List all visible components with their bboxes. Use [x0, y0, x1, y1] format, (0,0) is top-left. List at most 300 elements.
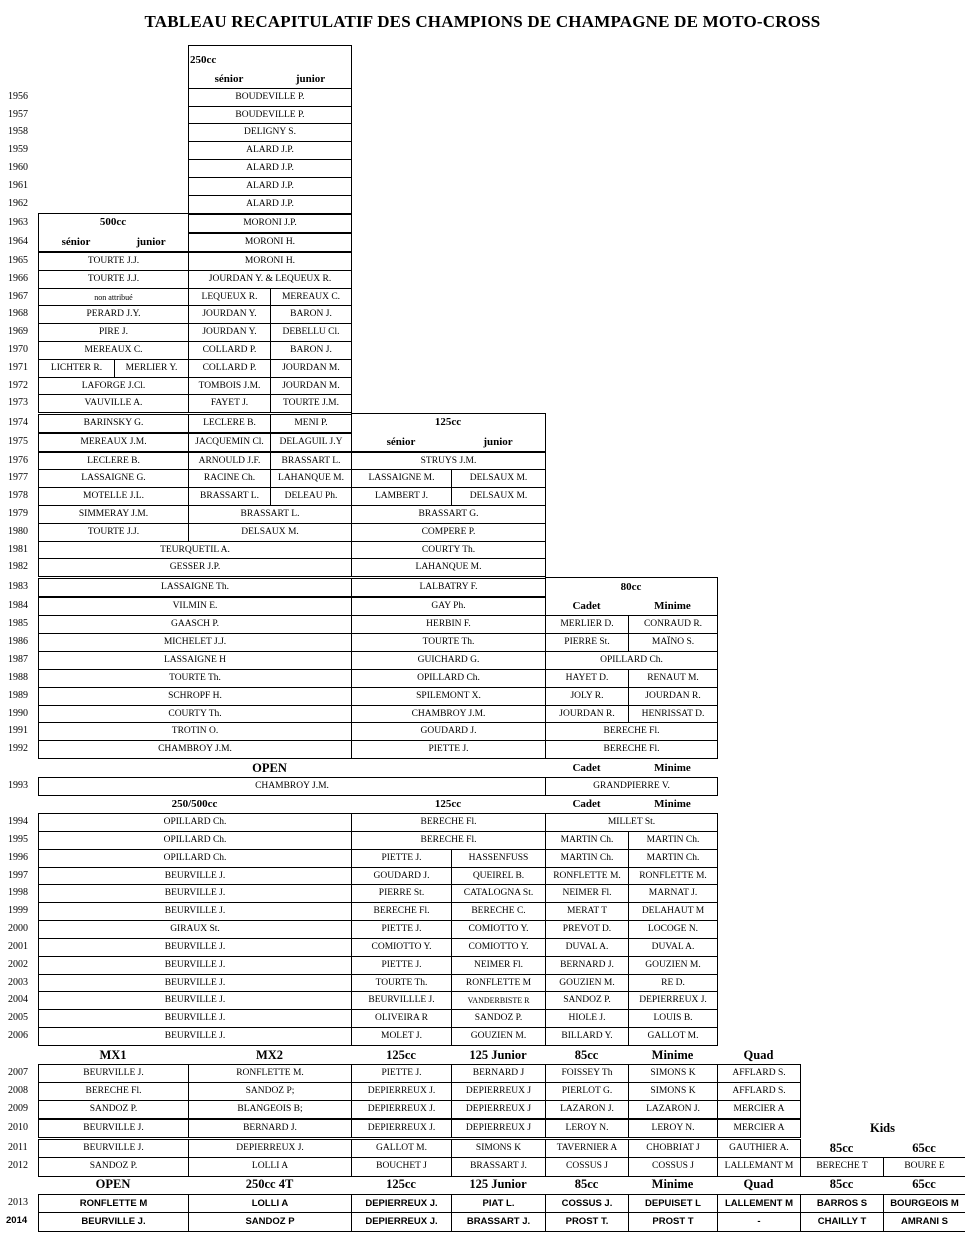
- column-header-85cc: 85cc: [829, 1140, 854, 1155]
- column-header-open: OPEN: [252, 760, 287, 775]
- column-header-kids: Kids: [869, 1120, 895, 1135]
- table-cell: COMPERE P.: [351, 523, 546, 542]
- table-cell: LALLEMENT M: [717, 1194, 801, 1214]
- table-cell: SIMONS K: [628, 1082, 718, 1101]
- table-cell: BERECHE Fl.: [545, 740, 718, 759]
- table-cell: PIERRE St.: [545, 633, 629, 652]
- table-cell: SCHROPF H.: [38, 687, 352, 706]
- table-cell: CONRAUD R.: [628, 615, 718, 634]
- table-cell: DEPIERREUX J.: [188, 1139, 352, 1159]
- year-label: 2003: [8, 977, 28, 988]
- table-cell: MORONI H.: [188, 252, 352, 271]
- table-cell: BEURVILLE J.: [38, 1009, 352, 1028]
- year-label: 1957: [8, 109, 28, 120]
- table-cell: CHOBRIAT J: [628, 1139, 718, 1159]
- table-cell: PIETTE J.: [351, 1064, 452, 1083]
- table-cell: DUVAL A.: [545, 938, 629, 957]
- table-cell: LECLERE B.: [188, 414, 271, 433]
- table-cell: MEREAUX C.: [38, 341, 189, 360]
- year-label: 1968: [8, 308, 28, 319]
- year-label: 1985: [8, 618, 28, 629]
- table-cell: RONFLETTE M.: [628, 867, 718, 886]
- table-cell: CHAMBROY J.M.: [351, 705, 546, 724]
- column-header-85cc: 85cc: [829, 1176, 854, 1191]
- table-cell: TOMBOIS J.M.: [188, 377, 271, 396]
- table-cell: MERLIER D.: [545, 615, 629, 634]
- table-cell: GUICHARD G.: [351, 651, 546, 670]
- table-cell: SIMONS K: [628, 1064, 718, 1083]
- table-cell: BERECHE Fl.: [351, 831, 546, 850]
- year-label: 2012: [8, 1160, 28, 1171]
- column-header-250-500cc: 250/500cc: [171, 797, 218, 810]
- column-header-minime: Minime: [651, 1047, 694, 1062]
- table-cell: PIERRE St.: [351, 884, 452, 903]
- table-cell: LOLLI A: [188, 1157, 352, 1177]
- column-header-cadet: Cadet: [572, 797, 601, 810]
- column-header-cadet: Cadet: [572, 599, 601, 612]
- table-cell: OLIVEIRA R: [351, 1009, 452, 1028]
- table-cell: TOURTE J.J.: [38, 523, 189, 542]
- table-cell: BRASSART L.: [188, 505, 352, 524]
- table-cell: BEURVILLE J.: [38, 956, 352, 975]
- table-cell: RONFLETTE M.: [545, 867, 629, 886]
- table-cell: TOURTE Th.: [38, 669, 352, 688]
- table-cell: LASSAIGNE M.: [351, 469, 452, 488]
- year-label: 1983: [8, 581, 28, 592]
- table-cell: BOURGEOIS M: [883, 1194, 965, 1214]
- table-cell: COURTY Th.: [351, 541, 546, 560]
- table-cell: DEPIERREUX J: [451, 1082, 546, 1101]
- table-cell: ARNOULD J.F.: [188, 452, 271, 471]
- year-label: 2013: [8, 1197, 28, 1208]
- table-cell: MORONI J.P.: [188, 214, 352, 233]
- column-header-senior: sénior: [214, 72, 244, 85]
- year-label: 2004: [8, 994, 28, 1005]
- table-cell: TROTIN O.: [38, 722, 352, 741]
- table-cell: JOLY R.: [545, 687, 629, 706]
- table-cell: AFFLARD S.: [717, 1064, 801, 1083]
- year-label: 1974: [8, 417, 28, 428]
- column-header-minime: Minime: [654, 761, 691, 774]
- table-cell: MARNAT J.: [628, 884, 718, 903]
- column-header-quad: Quad: [743, 1047, 774, 1062]
- table-cell: DELIGNY S.: [188, 123, 352, 142]
- table-cell: MILLET St.: [545, 813, 718, 832]
- year-label: 1992: [8, 743, 28, 754]
- table-cell: BEURVILLE J.: [38, 974, 352, 993]
- column-header-junior: junior: [136, 235, 166, 248]
- year-label: 1990: [8, 708, 28, 719]
- table-cell: CATALOGNA St.: [451, 884, 546, 903]
- table-cell: BERECHE T: [800, 1157, 884, 1177]
- table-cell: FAYET J.: [188, 394, 271, 413]
- table-cell: RE D.: [628, 974, 718, 993]
- table-cell: GALLOT M.: [628, 1027, 718, 1046]
- table-cell: MOLET J.: [351, 1027, 452, 1046]
- table-cell: VAUVILLE A.: [38, 394, 189, 413]
- table-cell: DELSAUX M.: [451, 469, 546, 488]
- table-cell: SANDOZ P;: [188, 1082, 352, 1101]
- table-cell: GAUTHIER A.: [717, 1139, 801, 1159]
- table-cell: PREVOT D.: [545, 920, 629, 939]
- table-cell: TOURTE J.J.: [38, 252, 189, 271]
- table-cell: BARINSKY G.: [38, 414, 189, 433]
- table-cell: DEPIERREUX J.: [351, 1194, 452, 1214]
- year-label: 1988: [8, 672, 28, 683]
- table-cell: COSSUS J.: [545, 1194, 629, 1214]
- year-label: 1989: [8, 690, 28, 701]
- year-label: 1987: [8, 654, 28, 665]
- table-cell: GOUDARD J.: [351, 722, 546, 741]
- table-cell: LALLEMANT M: [717, 1157, 801, 1177]
- table-cell: LEROY N.: [628, 1119, 718, 1138]
- year-label: 1976: [8, 455, 28, 466]
- table-cell: TOURTE J.M.: [270, 394, 352, 413]
- table-cell: BEURVILLE J.: [38, 991, 352, 1010]
- year-label: 2008: [8, 1085, 28, 1096]
- table-cell: PIERLOT G.: [545, 1082, 629, 1101]
- table-cell: MARTIN Ch.: [545, 849, 629, 868]
- year-label: 1969: [8, 326, 28, 337]
- column-header-125cc: 125cc: [434, 415, 462, 428]
- page-title: TABLEAU RECAPITULATIF DES CHAMPIONS DE CHAMPAGNE DE MOTO-CROSS: [144, 12, 821, 31]
- table-cell: PIETTE J.: [351, 740, 546, 759]
- table-cell: LECLERE B.: [38, 452, 189, 471]
- year-label: 1965: [8, 255, 28, 266]
- year-label: 1967: [8, 291, 28, 302]
- year-label: 1958: [8, 126, 28, 137]
- table-cell: PIETTE J.: [351, 849, 452, 868]
- table-cell: GRANDPIERRE V.: [545, 777, 718, 796]
- year-label: 2010: [8, 1122, 28, 1133]
- table-cell: MOTELLE J.L.: [38, 487, 189, 506]
- column-header-250cc: 250cc: [190, 53, 217, 66]
- year-label: 1981: [8, 544, 28, 555]
- table-cell: COSSUS J: [545, 1157, 629, 1177]
- table-cell: SIMMERAY J.M.: [38, 505, 189, 524]
- year-label: 2006: [8, 1030, 28, 1041]
- table-cell: MERAT T: [545, 902, 629, 921]
- table-cell: GAASCH P.: [38, 615, 352, 634]
- year-label: 2001: [8, 941, 28, 952]
- year-label: 1979: [8, 508, 28, 519]
- table-cell: COMIOTTO Y.: [351, 938, 452, 957]
- table-cell: MEREAUX J.M.: [38, 433, 189, 452]
- column-header-quad: Quad: [743, 1176, 774, 1191]
- table-cell: BEURVILLE J.: [38, 1139, 189, 1159]
- table-cell: BOUDEVILLE P.: [188, 106, 352, 125]
- table-cell: BERECHE C.: [451, 902, 546, 921]
- table-cell: TAVERNIER A: [545, 1139, 629, 1159]
- table-cell: PROST T: [628, 1212, 718, 1232]
- table-cell: BILLARD Y.: [545, 1027, 629, 1046]
- year-label: 1980: [8, 526, 28, 537]
- table-cell: PIAT L.: [451, 1194, 546, 1214]
- table-cell: PIRE J.: [38, 323, 189, 342]
- table-cell: BEURVILLE J.: [38, 867, 352, 886]
- table-cell: BLANGEOIS B;: [188, 1100, 352, 1119]
- table-cell: MARTIN Ch.: [628, 849, 718, 868]
- column-header-65cc: 65cc: [912, 1176, 936, 1191]
- year-label: 1997: [8, 870, 28, 881]
- table-cell: BOUCHET J: [351, 1157, 452, 1177]
- table-cell: JOURDAN R.: [545, 705, 629, 724]
- column-header-minime: Minime: [654, 797, 691, 810]
- table-cell: LEROY N.: [545, 1119, 629, 1138]
- column-header-junior: junior: [483, 435, 513, 448]
- year-label: 1972: [8, 380, 28, 391]
- year-label: 1971: [8, 362, 28, 373]
- column-header-500cc: 500cc: [99, 215, 127, 228]
- year-label: 1996: [8, 852, 28, 863]
- table-cell: TOURTE Th.: [351, 974, 452, 993]
- year-label: 1956: [8, 91, 28, 102]
- table-cell: ALARD J.P.: [188, 141, 352, 160]
- table-cell: BARON J.: [270, 305, 352, 324]
- table-cell: COLLARD P.: [188, 359, 271, 378]
- table-cell: DELSAUX M.: [188, 523, 352, 542]
- table-cell: MENI P.: [270, 414, 352, 433]
- table-cell: LASSAIGNE H: [38, 651, 352, 670]
- table-cell: DEPIERREUX J.: [628, 991, 718, 1010]
- table-cell: DUVAL A.: [628, 938, 718, 957]
- table-cell: JOURDAN Y.: [188, 323, 271, 342]
- table-cell: BERECHE Fl.: [38, 1082, 189, 1101]
- year-label: 1959: [8, 144, 28, 155]
- table-cell: BRASSART L.: [188, 487, 271, 506]
- year-label: 2002: [8, 959, 28, 970]
- table-cell: BEURVILLE J.: [38, 1119, 189, 1138]
- table-cell: GIRAUX St.: [38, 920, 352, 939]
- table-cell: JOURDAN Y. & LEQUEUX R.: [188, 270, 352, 289]
- table-cell: DELEAU Ph.: [270, 487, 352, 506]
- table-cell: GAY Ph.: [351, 597, 546, 616]
- column-header-senior: sénior: [386, 435, 416, 448]
- table-cell: FOISSEY Th: [545, 1064, 629, 1083]
- table-cell: ALARD J.P.: [188, 195, 352, 214]
- table-cell: OPILLARD Ch.: [545, 651, 718, 670]
- table-cell: BARROS S: [800, 1194, 884, 1214]
- table-cell: LASSAIGNE Th.: [38, 578, 352, 597]
- table-cell: MEREAUX C.: [270, 288, 352, 307]
- table-cell: OPILLARD Ch.: [38, 831, 352, 850]
- table-cell: BERECHE Fl.: [351, 813, 546, 832]
- year-label: 1994: [8, 816, 28, 827]
- table-cell: SIMONS K: [451, 1139, 546, 1159]
- table-cell: SANDOZ P: [188, 1212, 352, 1232]
- table-cell: JACQUEMIN Cl.: [188, 433, 271, 452]
- year-label: 1960: [8, 162, 28, 173]
- table-cell: SANDOZ P.: [38, 1100, 189, 1119]
- table-cell: RACINE Ch.: [188, 469, 271, 488]
- table-cell: AFFLARD S.: [717, 1082, 801, 1101]
- column-header-125-junior: 125 Junior: [469, 1176, 527, 1191]
- table-cell: BERNARD J: [451, 1064, 546, 1083]
- table-cell: GOUZIEN M.: [451, 1027, 546, 1046]
- table-cell: BEURVILLE J.: [38, 1027, 352, 1046]
- year-label: 1962: [8, 198, 28, 209]
- table-cell: PIETTE J.: [351, 956, 452, 975]
- table-cell: OPILLARD Ch.: [38, 849, 352, 868]
- column-header-minime: Minime: [654, 599, 691, 612]
- table-cell: -: [717, 1212, 801, 1232]
- table-cell: VANDERBISTE R: [451, 991, 546, 1010]
- table-cell: TOURTE Th.: [351, 633, 546, 652]
- column-header-junior: junior: [295, 72, 326, 85]
- table-cell: DELAGUIL J.Y: [270, 433, 352, 452]
- table-cell: BEURVILLE J.: [38, 1212, 189, 1232]
- year-label: 1991: [8, 725, 28, 736]
- table-cell: COLLARD P.: [188, 341, 271, 360]
- table-cell: DEPIERREUX J: [451, 1119, 546, 1138]
- table-cell: COURTY Th.: [38, 705, 352, 724]
- table-cell: ALARD J.P.: [188, 177, 352, 196]
- table-cell: GOUZIEN M.: [628, 956, 718, 975]
- column-header-cadet: Cadet: [572, 761, 601, 774]
- table-cell: OPILLARD Ch.: [38, 813, 352, 832]
- table-cell: GESSER J.P.: [38, 558, 352, 577]
- table-cell: non attribué: [38, 288, 189, 307]
- column-header-85cc: 85cc: [574, 1047, 599, 1062]
- table-cell: BEURVILLLE J.: [351, 991, 452, 1010]
- table-cell: COSSUS J: [628, 1157, 718, 1177]
- table-cell: CHAMBROY J.M.: [38, 740, 352, 759]
- table-cell: LASSAIGNE G.: [38, 469, 189, 488]
- table-cell: BEURVILLE J.: [38, 1064, 189, 1083]
- year-label: 1975: [8, 436, 28, 447]
- table-cell: HASSENFUSS: [451, 849, 546, 868]
- table-cell: NEIMER Fl.: [545, 884, 629, 903]
- table-cell: DEPIERREUX J.: [351, 1212, 452, 1232]
- table-cell: DELAHAUT M: [628, 902, 718, 921]
- column-header-minime: Minime: [651, 1176, 694, 1191]
- table-cell: ALARD J.P.: [188, 159, 352, 178]
- table-cell: MERLIER Y.: [114, 359, 189, 378]
- column-header-85cc: 85cc: [574, 1176, 599, 1191]
- table-cell: LAFORGE J.Cl.: [38, 377, 189, 396]
- table-cell: JOURDAN M.: [270, 377, 352, 396]
- table-cell: HIOLE J.: [545, 1009, 629, 1028]
- year-label: 1973: [8, 397, 28, 408]
- table-cell: LAMBERT J.: [351, 487, 452, 506]
- table-cell: GOUZIEN M.: [545, 974, 629, 993]
- table-cell: HERBIN F.: [351, 615, 546, 634]
- year-label: 2014: [6, 1215, 28, 1227]
- year-label: 2011: [8, 1142, 28, 1153]
- table-cell: RONFLETTE M: [451, 974, 546, 993]
- table-cell: BERNARD J.: [545, 956, 629, 975]
- column-header-125-junior: 125 Junior: [469, 1047, 527, 1062]
- year-label: 1978: [8, 490, 28, 501]
- table-cell: DEPIERREUX J.: [351, 1119, 452, 1138]
- table-cell: VILMIN E.: [38, 597, 352, 616]
- table-cell: RONFLETTE M: [38, 1194, 189, 1214]
- table-cell: SANDOZ P.: [545, 991, 629, 1010]
- column-header-65cc: 65cc: [912, 1140, 936, 1155]
- table-cell: TEURQUETIL A.: [38, 541, 352, 560]
- table-cell: DEBELLU Cl.: [270, 323, 352, 342]
- table-cell: BRASSART G.: [351, 505, 546, 524]
- year-label: 1984: [8, 600, 28, 611]
- table-cell: BRASSART J.: [451, 1212, 546, 1232]
- table-cell: BEURVILLE J.: [38, 884, 352, 903]
- table-cell: LAHANQUE M.: [270, 469, 352, 488]
- table-cell: COMIOTTO Y.: [451, 920, 546, 939]
- table-cell: SPILEMONT X.: [351, 687, 546, 706]
- column-header-mx1: MX1: [99, 1047, 127, 1062]
- year-label: 1982: [8, 561, 28, 572]
- year-label: 1993: [8, 780, 28, 791]
- table-cell: BEURVILLE J.: [38, 902, 352, 921]
- table-cell: BOURE E: [883, 1157, 965, 1177]
- table-cell: RENAUT M.: [628, 669, 718, 688]
- year-label: 1995: [8, 834, 28, 845]
- table-cell: STRUYS J.M.: [351, 452, 546, 471]
- table-cell: LOUIS B.: [628, 1009, 718, 1028]
- table-cell: OPILLARD Ch.: [351, 669, 546, 688]
- table-cell: LAZARON J.: [545, 1100, 629, 1119]
- year-label: 1964: [8, 236, 28, 247]
- table-cell: SANDOZ P.: [451, 1009, 546, 1028]
- table-cell: LAZARON J.: [628, 1100, 718, 1119]
- table-cell: SANDOZ P.: [38, 1157, 189, 1177]
- table-cell: MERCIER A: [717, 1119, 801, 1138]
- table-cell: MAÏNO S.: [628, 633, 718, 652]
- table-cell: BARON J.: [270, 341, 352, 360]
- column-header-125cc: 125cc: [386, 1047, 416, 1062]
- table-cell: GALLOT M.: [351, 1139, 452, 1159]
- table-cell: AMRANI S: [883, 1212, 965, 1232]
- column-header-250cc-4t: 250cc 4T: [245, 1176, 294, 1191]
- table-cell: JOURDAN M.: [270, 359, 352, 378]
- table-cell: COMIOTTO Y.: [451, 938, 546, 957]
- table-cell: GOUDARD J.: [351, 867, 452, 886]
- table-cell: BERNARD J.: [188, 1119, 352, 1138]
- table-cell: CHAMBROY J.M.: [38, 777, 546, 796]
- year-label: 1966: [8, 273, 28, 284]
- table-cell: DELSAUX M.: [451, 487, 546, 506]
- table-cell: BRASSART J.: [451, 1157, 546, 1177]
- table-cell: DEPUISET L: [628, 1194, 718, 1214]
- table-cell: NEIMER Fl.: [451, 956, 546, 975]
- table-cell: HENRISSAT D.: [628, 705, 718, 724]
- table-cell: MARTIN Ch.: [545, 831, 629, 850]
- table-cell: PROST T.: [545, 1212, 629, 1232]
- year-label: 1998: [8, 887, 28, 898]
- table-cell: LALBATRY F.: [351, 578, 546, 597]
- table-cell: DEPIERREUX J.: [351, 1082, 452, 1101]
- table-cell: DEPIERREUX J.: [351, 1100, 452, 1119]
- year-label: 1999: [8, 905, 28, 916]
- table-cell: BRASSART L.: [270, 452, 352, 471]
- year-label: 1963: [8, 217, 28, 228]
- table-cell: HAYET D.: [545, 669, 629, 688]
- table-cell: MORONI H.: [188, 233, 352, 252]
- table-cell: RONFLETTE M.: [188, 1064, 352, 1083]
- year-label: 2007: [8, 1067, 28, 1078]
- year-label: 1970: [8, 344, 28, 355]
- year-label: 2000: [8, 923, 28, 934]
- table-cell: BERECHE Fl.: [351, 902, 452, 921]
- table-cell: TOURTE J.J.: [38, 270, 189, 289]
- table-cell: LICHTER R.: [38, 359, 115, 378]
- year-label: 1986: [8, 636, 28, 647]
- table-cell: MARTIN Ch.: [628, 831, 718, 850]
- table-cell: LAHANQUE M.: [351, 558, 546, 577]
- table-cell: JOURDAN R.: [628, 687, 718, 706]
- table-cell: LOLLI A: [188, 1194, 352, 1214]
- table-cell: PERARD J.Y.: [38, 305, 189, 324]
